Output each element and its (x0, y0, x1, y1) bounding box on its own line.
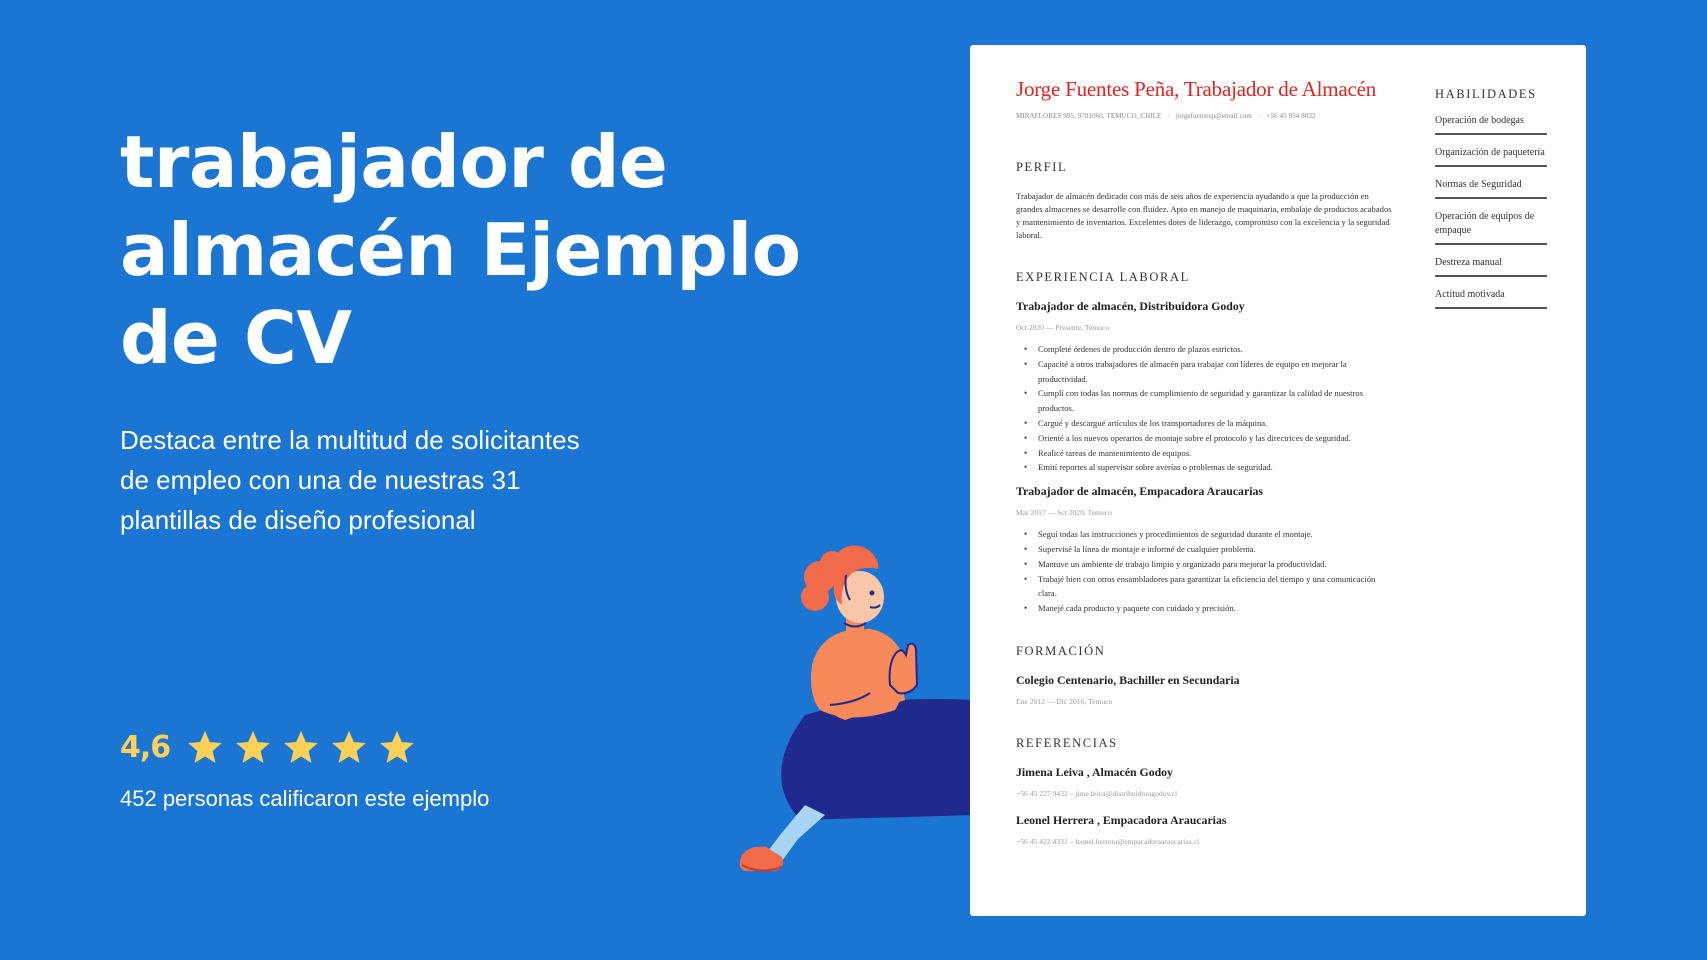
list-item: • Completé órdenes de producción dentro de plazos estrictos. (1030, 342, 1396, 357)
list-item: • Mantuve un ambiente de trabajo limpio y organizado para mejorar la productividad. (1030, 557, 1396, 572)
woman-illustration (720, 535, 980, 875)
job-title: Trabajador de almacén, Empacadora Araucarias (1016, 484, 1263, 499)
star-icon (378, 728, 416, 766)
list-item: • Supervisé la línea de montaje e informé de cualquier problema. (1030, 542, 1396, 557)
reference-contact: +56 45 422 4331 – leonel.herrera@empacadoraaraucarias.cl (1016, 836, 1200, 846)
cv-contact: MIRAFLORES 995, 9781060, TEMUCO, CHILE · jorgefuentesp@email.com · +56 45 954 8032 (1016, 112, 1316, 120)
skills-heading: HABILIDADES (1435, 87, 1537, 101)
star-icon (282, 728, 320, 766)
education-entry (1016, 673, 1396, 706)
list-item: • Orienté a los nuevos operarios de montaje sobre el protocolo y las directrices de seguridad. (1030, 431, 1396, 446)
rating-widget (120, 728, 416, 766)
list-item: • Cargué y descargué artículos de los transportadores de la máquina. (1030, 416, 1396, 431)
cv-name: Jorge Fuentes Peña, Trabajador de Almacén (1016, 77, 1377, 101)
rating-value: 4,6 (120, 729, 171, 765)
job-title: Trabajador de almacén, Distribuidora Godoy (1016, 299, 1245, 313)
list-item: • Cumplí con todas las normas de cumplimiento de seguridad y garantizar la calidad de nuestros productos. (1030, 386, 1396, 416)
cv-address: MIRAFLORES 995, 9781060, TEMUCO, CHILE (1016, 112, 1162, 120)
job-date: Oct 2020 — Presente, Temuco (1016, 323, 1110, 332)
experience-heading: EXPERIENCIA LABORAL (1016, 270, 1190, 284)
cv-phone: +56 45 954 8032 (1266, 112, 1316, 120)
list-item: • Emití reportes al supervisor sobre averías o problemas de seguridad. (1030, 460, 1396, 475)
cv-email: jorgefuentesp@email.com (1175, 112, 1252, 120)
education-title: Colegio Centenario, Bachiller en Secundaria (1016, 672, 1240, 687)
job-entry (1016, 299, 1396, 475)
page-subtitle: Destaca entre la multitud de solicitantes de empleo con una de nuestras 31 plantillas de diseño profesional (120, 425, 580, 535)
job-bullets (1016, 342, 1396, 475)
profile-text: Trabajador de almacén dedicado con más de seis años de experiencia ayudando a que la producción en grandes almacenes se desarrolle con fluidez. Apto en manejo de maquinaria, embalaje de productos acabados y mantenimiento de inventarios. Excelentes dotes de liderazgo, compromiso con la excelencia y la seguridad laboral. (1016, 191, 1392, 240)
list-item: • Seguí todas las instrucciones y procedimientos de seguridad durante el montaje. (1030, 527, 1396, 542)
skill-item: Destreza manual (1435, 256, 1547, 277)
education-heading: FORMACIÓN (1016, 643, 1106, 658)
profile-heading: PERFIL (1016, 160, 1068, 174)
cv-document (970, 45, 1586, 916)
skill-item: Operación de equipos de empaque (1435, 210, 1547, 245)
job-entry (1016, 484, 1396, 616)
star-icon (330, 728, 368, 766)
education-date: Ene 2012 — Dic 2016, Temuco (1016, 696, 1113, 706)
rating-count: 452 personas calificaron este ejemplo (120, 786, 490, 811)
skills-sidebar (1435, 87, 1547, 320)
list-item: • Manejé cada producto y paquete con cuidado y precisión. (1030, 601, 1396, 616)
job-bullets (1016, 527, 1396, 616)
skill-item: Operación de bodegas (1435, 114, 1547, 135)
list-item: • Capacité a otros trabajadores de almacén para trabajar con líderes de equipo en mejorar la productividad. (1030, 357, 1396, 387)
star-icon (186, 728, 224, 766)
skill-item: Organización de paquetería (1435, 146, 1547, 167)
reference-contact: +56 45 227 9432 – jime.leiva@distribuidoragodoy.cl (1016, 788, 1178, 798)
skill-item: Actitud motivada (1435, 288, 1547, 309)
reference-name: Jimena Leiva , Almacén Godoy (1016, 764, 1173, 779)
reference-entry (1016, 813, 1396, 846)
star-icon (234, 728, 272, 766)
references-heading: REFERENCIAS (1016, 735, 1118, 750)
skill-item: Normas de Seguridad (1435, 178, 1547, 199)
page-title: trabajador de almacén Ejemplo de CV (120, 120, 801, 380)
list-item: • Realicé tareas de mantenimiento de equipos. (1030, 446, 1396, 461)
job-date: Mar 2017 — Sct 2020, Temuco (1016, 508, 1112, 518)
list-item: • Trabajé bien con otros ensambladores para garantizar la eficiencia del tiempo y una comunicación clara. (1030, 572, 1396, 602)
reference-name: Leonel Herrera , Empacadora Araucarias (1016, 812, 1227, 827)
reference-entry (1016, 765, 1396, 798)
